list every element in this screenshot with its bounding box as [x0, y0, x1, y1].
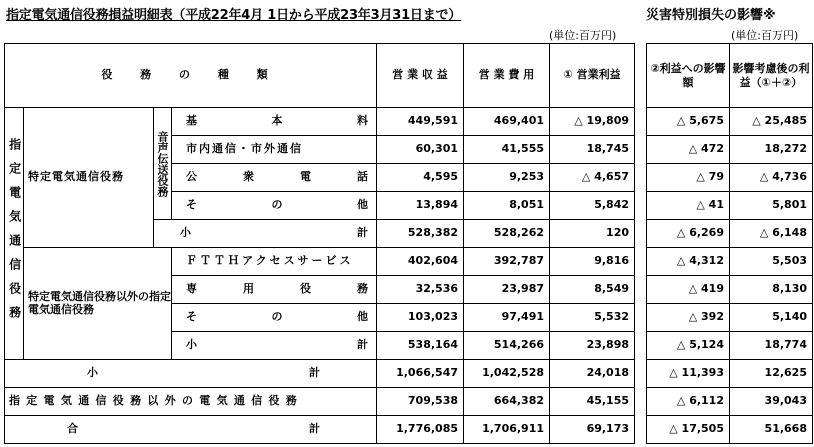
cell-expense: 514,266 — [464, 332, 550, 360]
side-title: 災害特別損失の影響※ — [646, 8, 776, 23]
header-expense: 営 業 費 用 — [464, 44, 550, 108]
row-label-local-calls: 市内通信・市外通信 — [172, 136, 377, 164]
cell-after: 51,668 — [730, 416, 813, 444]
cell-after: 18,774 — [730, 332, 813, 360]
cell-expense: 8,051 — [464, 192, 550, 220]
cell-after: △ 6,148 — [730, 220, 813, 248]
row-label-ns-subtotal: 小 計 — [172, 332, 377, 360]
cell-revenue: 4,595 — [377, 164, 464, 192]
cell-profit: 24,018 — [550, 360, 635, 388]
cell-after: 8,130 — [730, 276, 813, 304]
cell-after: 5,503 — [730, 248, 813, 276]
disaster-impact-table — [646, 43, 813, 444]
unit-label-side: (単位:百万円) — [731, 29, 799, 42]
cell-impact: △ 4,312 — [647, 248, 730, 276]
profit-loss-table — [4, 43, 635, 444]
cell-revenue: 538,164 — [377, 332, 464, 360]
unit-label-main: (単位:百万円) — [549, 29, 617, 42]
cell-revenue: 60,301 — [377, 136, 464, 164]
cell-after: 12,625 — [730, 360, 813, 388]
header-operating-profit: ① 営業利益 — [550, 44, 635, 108]
cell-after: 39,043 — [730, 388, 813, 416]
cell-after: 5,801 — [730, 192, 813, 220]
row-label-public-phone: 公 衆 電 話 — [172, 164, 377, 192]
cell-profit: 8,549 — [550, 276, 635, 304]
row-label-total: 合 計 — [5, 416, 377, 444]
cell-profit: △ 19,809 — [550, 108, 635, 136]
row-label-voice-other: そ の 他 — [172, 192, 377, 220]
cell-after: △ 4,736 — [730, 164, 813, 192]
cell-expense: 97,491 — [464, 304, 550, 332]
cell-expense: 528,262 — [464, 220, 550, 248]
basic-fee-label: 基 本 料 — [186, 114, 368, 128]
cell-impact: △ 17,505 — [647, 416, 730, 444]
cell-expense: 23,987 — [464, 276, 550, 304]
cell-profit: 5,532 — [550, 304, 635, 332]
group-outer: 指定電気通信役務 — [5, 108, 24, 360]
group-specified: 特定電気通信役務 — [24, 108, 154, 248]
row-label-basic-fee — [172, 108, 377, 136]
cell-expense: 41,555 — [464, 136, 550, 164]
cell-revenue: 449,591 — [377, 108, 464, 136]
cell-revenue: 32,536 — [377, 276, 464, 304]
cell-expense: 1,042,528 — [464, 360, 550, 388]
cell-expense: 9,253 — [464, 164, 550, 192]
cell-profit: 18,745 — [550, 136, 635, 164]
cell-after: 5,140 — [730, 304, 813, 332]
cell-revenue: 1,776,085 — [377, 416, 464, 444]
cell-expense: 392,787 — [464, 248, 550, 276]
cell-impact: △ 419 — [647, 276, 730, 304]
cell-expense: 1,706,911 — [464, 416, 550, 444]
row-label-voice-subtotal: 小 計 — [154, 220, 377, 248]
group-non-specified: 特定電気通信役務以外の指定電気通信役務 — [24, 248, 172, 360]
cell-profit: 45,155 — [550, 388, 635, 416]
header-after-impact: 影響考慮後の利益（①＋②） — [730, 44, 813, 108]
cell-impact: △ 392 — [647, 304, 730, 332]
cell-profit: 23,898 — [550, 332, 635, 360]
cell-impact: △ 41 — [647, 192, 730, 220]
cell-impact: △ 6,269 — [647, 220, 730, 248]
header-revenue: 営 業 収 益 — [377, 44, 464, 108]
cell-after: 18,272 — [730, 136, 813, 164]
cell-revenue: 103,023 — [377, 304, 464, 332]
cell-profit: 5,842 — [550, 192, 635, 220]
header-service-type: 役 務 の 種 類 — [5, 44, 377, 108]
page-title: 指定電気通信役務損益明細表（平成22年4月 1日から平成23年3月31日まで） — [6, 8, 462, 23]
cell-impact: △ 11,393 — [647, 360, 730, 388]
row-label-ftth: ＦＴＴＨアクセスサービス — [172, 248, 377, 276]
row-label-other-services: 指定電気通信役務以外の電気通信役務 — [5, 388, 377, 416]
cell-profit: △ 4,657 — [550, 164, 635, 192]
cell-revenue: 402,604 — [377, 248, 464, 276]
row-label-ns-other: そ の 他 — [172, 304, 377, 332]
cell-revenue: 1,066,547 — [377, 360, 464, 388]
cell-revenue: 528,382 — [377, 220, 464, 248]
group-voice: 音声伝送役務 — [154, 108, 172, 220]
cell-profit: 120 — [550, 220, 635, 248]
cell-expense: 664,382 — [464, 388, 550, 416]
cell-profit: 9,816 — [550, 248, 635, 276]
cell-revenue: 13,894 — [377, 192, 464, 220]
row-label-designated-subtotal: 小 計 — [5, 360, 377, 388]
row-label-dedicated: 専 用 役 務 — [172, 276, 377, 304]
cell-after: △ 25,485 — [730, 108, 813, 136]
cell-impact: △ 79 — [647, 164, 730, 192]
cell-impact: △ 5,675 — [647, 108, 730, 136]
cell-impact: △ 472 — [647, 136, 730, 164]
cell-profit: 69,173 — [550, 416, 635, 444]
header-impact: ②利益への影響額 — [647, 44, 730, 108]
cell-impact: △ 5,124 — [647, 332, 730, 360]
cell-expense: 469,401 — [464, 108, 550, 136]
cell-revenue: 709,538 — [377, 388, 464, 416]
cell-impact: △ 6,112 — [647, 388, 730, 416]
